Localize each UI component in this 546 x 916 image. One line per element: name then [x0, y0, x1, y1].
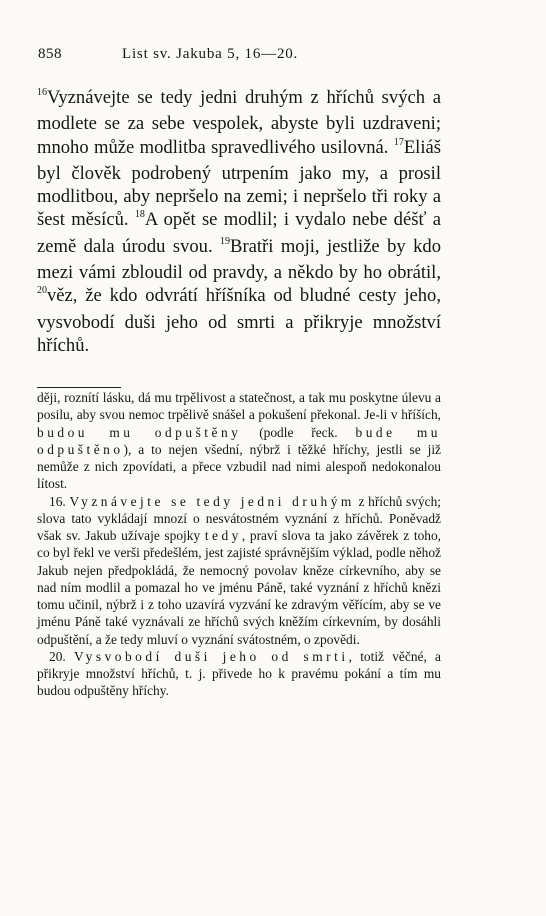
verse-number: 18	[134, 209, 145, 221]
commentary-paragraph	[37, 493, 441, 648]
running-title: List sv. Jakuba 5, 16—20.	[122, 46, 299, 62]
commentary-paragraph	[37, 389, 441, 493]
verse-reference: 16.	[49, 493, 70, 509]
verse-text: Eliáš byl člověk podrobený utrpením jako my, a prosil modlitbou, aby nepršelo na zemi; i nepršelo tři roky a šest měsíců.	[37, 136, 441, 231]
page-header	[38, 46, 338, 70]
commentary-text: , totiž věčné, a přikryje množství hříchů, t. j. přivede ho k pravému pokání a tím mu budou odpuštěny hříchy.	[37, 648, 442, 699]
verse-reference: 20.	[49, 648, 74, 664]
commentary-text: ději, roznítí lásku, dá mu trpělivost a statečnost, a tak mu poskytne úlevu a posilu, aby svou nemoc trpělivě snášel a pokušení překonal. Je-li v hříších,	[37, 390, 441, 423]
commentary-text: , praví slova ta jako závěrek z toho, co byl řekl ve verši předešlém, jest zajisté správnějším výklad, podle něhož Jakub nejen předpokládá, že nemocný povolav kněze církevního, aby se nad ním modlil a pomazal ho ve jménu Páně, také vyznání z hříchů knězi tomu učinil, nýbrž i z toho uzavírá vyzvání ke zdravým věřícím, aby se ve jménu Páně také vyznávali ze hříchů svých kněžím církevním, by dosáhli odpuštění, a že tedy mluví o vyznání svátostném, o zpovědi.	[37, 528, 441, 647]
commentary-text: z hříchů svých; slova tato vykládají mnozí o nesvátostném vyznání z hříchů. Poněvadž však sv. Jakub užívaje spojky	[37, 493, 442, 543]
emphasized-text: tedy	[204, 528, 242, 543]
commentary	[37, 389, 441, 700]
verse-text: A opět se modlil; i vydalo nebe déšť a země dala úrodu svou.	[37, 209, 441, 257]
emphasized-text: bude mu odpuštěno	[37, 424, 441, 457]
verse-text: Bratři moji, jestliže by kdo mezi vámi zbloudil od pravdy, a někdo by ho obrátil,	[37, 235, 441, 284]
emphasized-text: budou mu odpuštěny	[37, 424, 242, 440]
emphasized-text: Vysvobodí duši jeho od smrti	[74, 648, 349, 664]
verse-number: 16	[37, 87, 47, 98]
commentary-text: (podle řeck.	[241, 424, 356, 440]
verse-text: věz, že kdo odvrátí hříšníka od bludné cesty jeho, vysvobodí duši jeho od smrti a přikryje množství hříchů.	[37, 285, 441, 356]
bible-text	[37, 86, 441, 357]
commentary-paragraph	[37, 648, 441, 700]
page-number: 858	[38, 46, 62, 62]
verse-number: 19	[220, 235, 231, 247]
commentary-text: ), a to nejen všední, nýbrž i těžké hříchy, jestli se již nemůže z nich zpovídati, a přece vzbudil nad nimi alespoň nedokonalou lítost.	[37, 441, 441, 492]
verse-number: 17	[393, 136, 404, 148]
verse-text: Vyznávejte se tedy jedni druhým z hříchů svých a modlete se za sebe vespolek, abyste byli uzdraveni; mnoho může modlitba spravedlivého usilovná.	[37, 87, 441, 158]
verse-number: 20	[37, 285, 47, 297]
emphasized-text: Vyznávejte se tedy jedni druhým	[69, 493, 355, 509]
footnote-divider	[37, 387, 121, 388]
